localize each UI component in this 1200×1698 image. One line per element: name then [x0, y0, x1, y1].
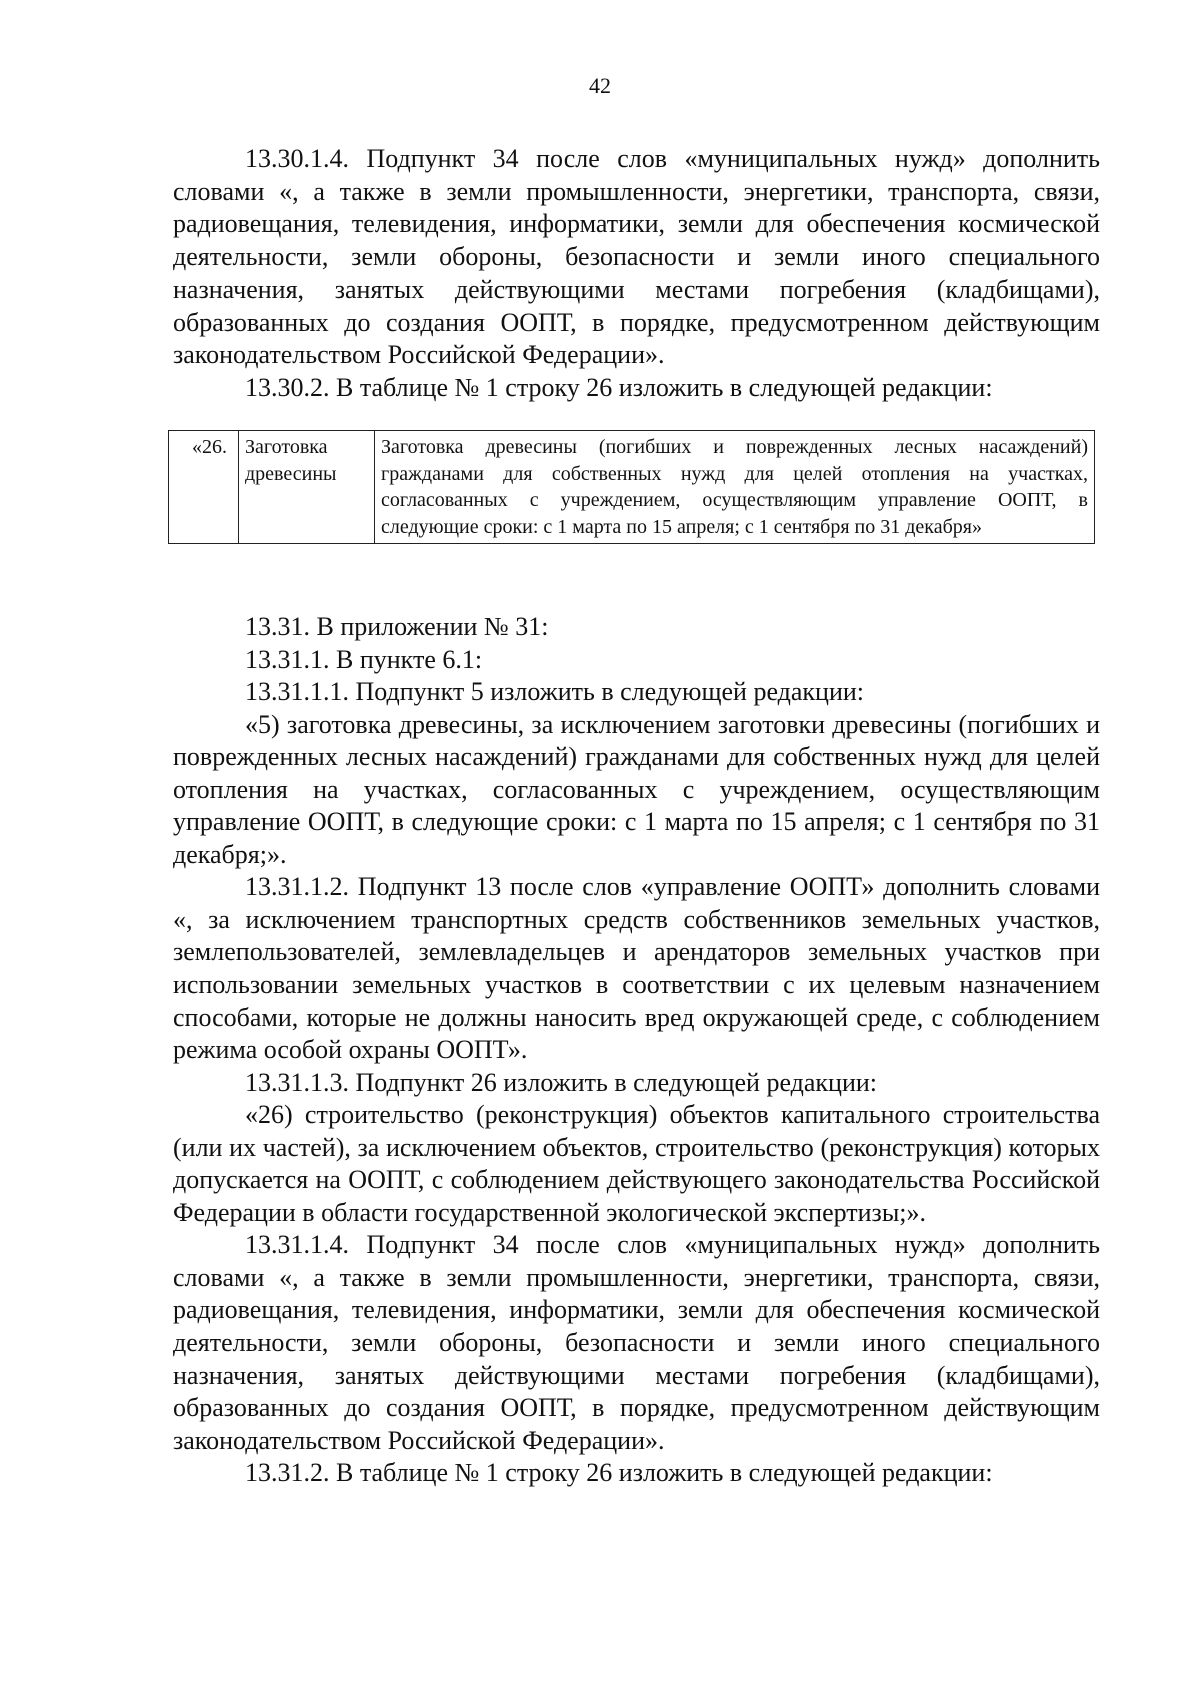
paragraph-13-31: 13.31. В приложении № 31:	[245, 612, 549, 641]
top-text-block	[173, 143, 1100, 405]
row-number-cell: «26.	[169, 431, 239, 544]
paragraph-13-31-1-4: 13.31.1.4. Подпункт 34 после слов «муниципальных нужд» дополнить словами «, а также в земли промышленности, энергетики, транспорта, связи, радиовещания, телевидения, информатики, земли для обеспечения космической деятельности, земли обороны, безопасности и земли иного специального назначения, занятых действующими местами погребения (кладбищами), образованных до создания ООПТ, в порядке, предусмотренном действующим законодательством Российской Федерации».	[173, 1230, 1100, 1455]
quoted-subparagraph-26: «26) строительство (реконструкция) объектов капитального строительства (или их частей), за исключением объектов, строительство (реконструкция) которых допускается на ООПТ, с соблюдением действующего законодательства Российской Федерации в области государственной экологической экспертизы;».	[173, 1100, 1100, 1227]
paragraph-13-30-2: 13.30.2. В таблице № 1 строку 26 изложить в следующей редакции:	[245, 372, 993, 402]
quoted-subparagraph-5: «5) заготовка древесины, за исключением заготовки древесины (погибших и поврежденных лесных насаждений) гражданами для собственных нужд для целей отопления на участках, согласованных с учреждением, осуществляющим управление ООПТ, в следующие сроки: с 1 марта по 15 апреля; с 1 сентября по 31 декабря;».	[173, 709, 1100, 869]
description-cell: Заготовка древесины (погибших и поврежденных лесных насаждений) гражданами для собственных нужд для целей отопления на участках, согласованных с учреждением, осуществляющим управление ООПТ, в следующие сроки: с 1 марта по 15 апреля; с 1 сентября по 31 декабря»	[375, 431, 1095, 544]
activity-cell: Заготовка древесины	[239, 431, 375, 544]
paragraph-13-31-2: 13.31.2. В таблице № 1 строку 26 изложить в следующей редакции:	[245, 1458, 993, 1488]
paragraph-13-31-1-2: 13.31.1.2. Подпункт 13 после слов «управление ООПТ» дополнить словами «, за исключением транспортных средств собственников земельных участков, землепользователей, землевладельцев и арендаторов земельных участков при использовании земельных участков в соответствии с их целевым назначением способами, которые не должны наносить вред окружающей среде, с соблюдением режима особой охраны ООПТ».	[173, 872, 1100, 1065]
paragraph-13-31-1-1: 13.31.1.1. Подпункт 5 изложить в следующей редакции:	[245, 677, 865, 707]
table-row	[169, 431, 1095, 544]
paragraph-13-31-1: 13.31.1. В пункте 6.1:	[245, 644, 483, 674]
page-number: 42	[589, 73, 611, 98]
amendment-table-13-30-2	[168, 430, 1095, 544]
paragraph-13-30-1-4: 13.30.1.4. Подпункт 34 после слов «муниципальных нужд» дополнить словами «, а также в земли промышленности, энергетики, транспорта, связи, радиовещания, телевидения, информатики, земли для обеспечения космической деятельности, земли обороны, безопасности и земли иного специального назначения, занятых действующими местами погребения (кладбищами), образованных до создания ООПТ, в порядке, предусмотренном действующим законодательством Российской Федерации».	[173, 144, 1100, 370]
paragraph-13-31-1-3: 13.31.1.3. Подпункт 26 изложить в следующей редакции:	[245, 1067, 878, 1097]
bottom-text-block	[173, 611, 1100, 1490]
